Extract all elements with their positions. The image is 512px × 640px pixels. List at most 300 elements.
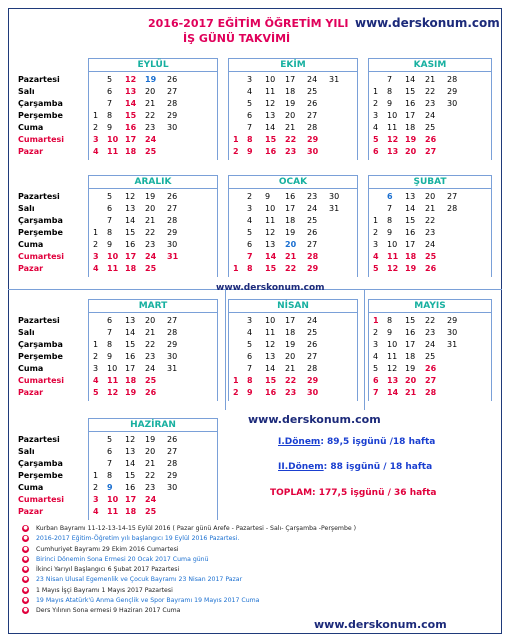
donem2-label: II.Dönem — [278, 462, 324, 472]
date-cell: 18 — [285, 216, 296, 225]
summary-site-link[interactable]: www.derskonum.com — [248, 413, 381, 426]
date-cell: 28 — [167, 216, 178, 225]
month-grid — [88, 189, 218, 277]
date-cell: 27 — [167, 316, 178, 325]
week-row — [89, 482, 217, 494]
date-cell: 22 — [145, 228, 156, 237]
date-cell: 20 — [145, 316, 156, 325]
date-cell: 11 — [265, 216, 276, 225]
week-row — [369, 387, 491, 399]
week-row — [89, 134, 217, 146]
date-cell: 30 — [447, 328, 458, 337]
date-cell: 8 — [247, 135, 253, 144]
date-cell: 25 — [145, 264, 157, 273]
date-cell: 6 — [247, 352, 253, 361]
date-cell: 20 — [285, 240, 297, 249]
date-cell: 25 — [307, 216, 318, 225]
date-cell: 14 — [405, 204, 416, 213]
week-row — [229, 239, 357, 251]
date-cell: 17 — [285, 204, 296, 213]
date-cell: 2 — [373, 99, 379, 108]
date-cell: 9 — [247, 147, 253, 156]
date-cell: 17 — [405, 111, 416, 120]
date-cell: 12 — [125, 192, 136, 201]
week-row — [369, 363, 491, 375]
week-row — [229, 98, 357, 110]
month-grid — [88, 72, 218, 160]
date-cell: 9 — [387, 228, 393, 237]
date-cell: 1 — [373, 87, 379, 96]
date-cell: 6 — [107, 87, 113, 96]
date-cell: 1 — [373, 216, 379, 225]
date-cell: 2 — [93, 483, 99, 492]
notes-list — [22, 524, 492, 617]
day-label: Perşembe — [18, 471, 63, 480]
bullet-icon: ● — [23, 545, 28, 552]
day-label: Pazartesi — [18, 192, 60, 201]
note-item — [22, 586, 492, 596]
date-cell: 30 — [329, 192, 340, 201]
week-row — [229, 146, 357, 158]
date-cell: 5 — [93, 388, 99, 397]
date-cell: 12 — [265, 340, 276, 349]
date-cell: 21 — [145, 99, 156, 108]
date-cell: 24 — [307, 204, 318, 213]
week-row — [89, 263, 217, 275]
date-cell: 13 — [125, 204, 136, 213]
date-cell: 11 — [387, 252, 399, 261]
date-cell: 24 — [307, 316, 318, 325]
month-grid — [228, 72, 358, 160]
week-row — [369, 146, 491, 158]
day-label: Perşembe — [18, 111, 63, 120]
day-label: Pazar — [18, 388, 44, 397]
date-cell: 25 — [425, 252, 437, 261]
date-cell: 20 — [145, 447, 156, 456]
day-labels-row3 — [18, 315, 64, 399]
day-labels-row2 — [18, 191, 64, 275]
bullet-icon: ● — [23, 586, 28, 593]
date-cell: 30 — [447, 99, 458, 108]
date-cell: 16 — [285, 192, 296, 201]
date-cell: 12 — [265, 99, 276, 108]
date-cell: 8 — [387, 87, 393, 96]
week-row — [89, 191, 217, 203]
date-cell: 20 — [145, 204, 156, 213]
date-cell: 26 — [425, 264, 437, 273]
week-row — [89, 315, 217, 327]
date-cell: 9 — [265, 192, 271, 201]
date-cell: 8 — [107, 471, 113, 480]
date-cell: 31 — [447, 340, 458, 349]
date-cell: 5 — [247, 228, 253, 237]
date-cell: 19 — [145, 435, 156, 444]
date-cell: 21 — [405, 388, 417, 397]
date-cell: 5 — [247, 99, 253, 108]
date-cell: 1 — [233, 376, 239, 385]
week-row — [229, 339, 357, 351]
date-cell: 17 — [405, 340, 416, 349]
header-site-link[interactable]: www.derskonum.com — [355, 16, 500, 30]
date-cell: 26 — [425, 135, 437, 144]
date-cell: 14 — [405, 75, 416, 84]
date-cell: 20 — [405, 147, 417, 156]
date-cell: 9 — [107, 240, 113, 249]
date-cell: 8 — [387, 216, 393, 225]
bullet-icon: ● — [23, 525, 28, 531]
date-cell: 12 — [387, 264, 399, 273]
date-cell: 28 — [307, 252, 319, 261]
donem2-text: : 88 işgünü / 18 hafta — [323, 462, 433, 472]
date-cell: 12 — [265, 228, 276, 237]
bullet-icon: ● — [23, 576, 28, 583]
date-cell: 29 — [167, 471, 178, 480]
week-row — [369, 74, 491, 86]
donem1-summary — [278, 437, 435, 447]
date-cell: 19 — [285, 340, 296, 349]
date-cell: 22 — [285, 264, 297, 273]
date-cell: 19 — [405, 364, 416, 373]
date-cell: 29 — [307, 264, 319, 273]
date-cell: 14 — [265, 364, 276, 373]
date-cell: 6 — [387, 192, 393, 201]
date-cell: 12 — [125, 435, 136, 444]
day-label: Cuma — [18, 483, 44, 492]
date-cell: 11 — [387, 352, 398, 361]
date-cell: 21 — [285, 123, 296, 132]
date-cell: 18 — [405, 352, 416, 361]
date-cell: 19 — [145, 75, 157, 84]
date-cell: 22 — [285, 376, 297, 385]
month-grid — [88, 313, 218, 401]
month-title: HAZİRAN — [88, 418, 218, 432]
date-cell: 26 — [167, 75, 178, 84]
week-row — [369, 122, 491, 134]
date-cell: 7 — [373, 388, 379, 397]
date-cell: 1 — [93, 340, 99, 349]
bullet-icon: ● — [23, 535, 28, 542]
date-cell: 8 — [107, 340, 113, 349]
date-cell: 7 — [107, 328, 113, 337]
date-cell: 10 — [265, 204, 276, 213]
date-cell: 20 — [405, 376, 417, 385]
month-title: NİSAN — [228, 299, 358, 313]
date-cell: 9 — [107, 483, 113, 492]
note-text: Kurban Bayramı 11-12-13-14-15 Eylül 2016 ( Pazar günü Arefe - Pazartesi - Salı- Çarşamba -Perşembe ) — [36, 525, 357, 532]
date-cell: 25 — [425, 352, 436, 361]
date-cell: 22 — [425, 87, 436, 96]
date-cell: 24 — [145, 495, 157, 504]
week-row — [229, 203, 357, 215]
date-cell: 9 — [107, 123, 113, 132]
month-grid — [228, 313, 358, 401]
date-cell: 30 — [307, 147, 319, 156]
bullet-icon: ● — [23, 566, 28, 573]
day-label: Çarşamba — [18, 459, 63, 468]
date-cell: 21 — [145, 459, 156, 468]
date-cell: 1 — [373, 316, 379, 325]
date-cell: 30 — [167, 240, 178, 249]
middle-site-link[interactable]: www.derskonum.com — [216, 283, 325, 293]
date-cell: 11 — [387, 123, 398, 132]
date-cell: 17 — [125, 364, 136, 373]
page-title: 2016-2017 EĞİTİM ÖĞRETİM YILI — [148, 17, 349, 30]
date-cell: 2 — [233, 388, 239, 397]
week-row — [89, 110, 217, 122]
date-cell: 15 — [405, 316, 416, 325]
date-cell: 27 — [167, 447, 178, 456]
week-row — [369, 375, 491, 387]
date-cell: 4 — [373, 123, 379, 132]
week-row — [89, 446, 217, 458]
week-row — [369, 215, 491, 227]
date-cell: 21 — [425, 204, 436, 213]
date-cell: 18 — [285, 328, 296, 337]
donem1-label: I.Dönem — [278, 437, 321, 447]
date-cell: 27 — [307, 352, 318, 361]
date-cell: 27 — [307, 111, 318, 120]
date-cell: 10 — [387, 240, 398, 249]
note-item — [22, 565, 492, 575]
date-cell: 9 — [387, 328, 393, 337]
date-cell: 15 — [405, 216, 416, 225]
day-label: Salı — [18, 328, 35, 337]
date-cell: 23 — [145, 240, 156, 249]
note-text: İkinci Yarıyıl Başlangıcı 6 Şubat 2017 Pazartesi — [36, 566, 180, 574]
date-cell: 14 — [125, 328, 136, 337]
date-cell: 18 — [125, 507, 137, 516]
date-cell: 21 — [285, 364, 296, 373]
date-cell: 26 — [307, 340, 318, 349]
date-cell: 28 — [425, 388, 437, 397]
date-cell: 6 — [107, 447, 113, 456]
date-cell: 9 — [107, 352, 113, 361]
week-row — [229, 215, 357, 227]
week-row — [229, 227, 357, 239]
note-item — [22, 606, 492, 616]
week-row — [89, 351, 217, 363]
date-cell: 31 — [329, 204, 340, 213]
week-row — [89, 327, 217, 339]
week-row — [229, 387, 357, 399]
date-cell: 24 — [425, 240, 436, 249]
month-grid — [368, 72, 492, 160]
date-cell: 16 — [265, 147, 277, 156]
date-cell: 13 — [405, 192, 416, 201]
date-cell: 23 — [285, 388, 297, 397]
date-cell: 4 — [247, 328, 253, 337]
date-cell: 25 — [307, 328, 318, 337]
date-cell: 6 — [107, 204, 113, 213]
bullet-icon: ● — [23, 597, 28, 604]
week-row — [89, 203, 217, 215]
week-row — [229, 327, 357, 339]
footer-site-link[interactable]: www.derskonum.com — [314, 618, 447, 631]
day-label: Çarşamba — [18, 340, 63, 349]
date-cell: 4 — [373, 352, 379, 361]
date-cell: 3 — [93, 495, 99, 504]
date-cell: 2 — [373, 228, 379, 237]
date-cell: 28 — [167, 99, 178, 108]
date-cell: 10 — [265, 75, 276, 84]
page-subtitle: İŞ GÜNÜ TAKVİMİ — [183, 32, 291, 45]
date-cell: 24 — [425, 111, 436, 120]
date-cell: 21 — [145, 216, 156, 225]
week-row — [229, 263, 357, 275]
date-cell: 28 — [307, 123, 318, 132]
date-cell: 7 — [247, 364, 253, 373]
date-cell: 17 — [125, 495, 137, 504]
date-cell: 17 — [125, 135, 137, 144]
day-label: Salı — [18, 204, 35, 213]
day-label: Cumartesi — [18, 252, 64, 261]
date-cell: 18 — [125, 376, 137, 385]
date-cell: 4 — [93, 147, 99, 156]
date-cell: 23 — [425, 99, 436, 108]
date-cell: 19 — [125, 388, 137, 397]
date-cell: 9 — [387, 99, 393, 108]
date-cell: 26 — [145, 388, 157, 397]
date-cell: 14 — [387, 388, 399, 397]
week-row — [229, 363, 357, 375]
date-cell: 8 — [107, 228, 113, 237]
date-cell: 23 — [425, 328, 436, 337]
week-row — [369, 110, 491, 122]
week-row — [89, 215, 217, 227]
date-cell: 28 — [447, 204, 458, 213]
month-title: ŞUBAT — [368, 175, 492, 189]
date-cell: 5 — [107, 192, 113, 201]
date-cell: 29 — [447, 87, 458, 96]
date-cell: 27 — [307, 240, 318, 249]
date-cell: 14 — [125, 216, 136, 225]
date-cell: 3 — [247, 75, 253, 84]
date-cell: 29 — [447, 316, 458, 325]
week-row — [229, 375, 357, 387]
date-cell: 7 — [107, 216, 113, 225]
date-cell: 4 — [93, 507, 99, 516]
date-cell: 26 — [167, 192, 178, 201]
date-cell: 3 — [247, 316, 253, 325]
date-cell: 14 — [125, 99, 137, 108]
week-row — [229, 191, 357, 203]
date-cell: 29 — [307, 376, 319, 385]
date-cell: 3 — [373, 111, 379, 120]
note-item — [22, 524, 492, 534]
date-cell: 13 — [265, 352, 276, 361]
week-row — [369, 263, 491, 275]
date-cell: 27 — [447, 192, 458, 201]
week-row — [369, 315, 491, 327]
date-cell: 30 — [167, 483, 178, 492]
month-title: MART — [88, 299, 218, 313]
date-cell: 24 — [145, 252, 157, 261]
date-cell: 1 — [93, 228, 99, 237]
day-label: Pazar — [18, 507, 44, 516]
week-row — [229, 74, 357, 86]
date-cell: 10 — [387, 340, 398, 349]
date-cell: 1 — [93, 111, 99, 120]
date-cell: 11 — [107, 264, 119, 273]
date-cell: 23 — [307, 192, 318, 201]
week-row — [89, 470, 217, 482]
date-cell: 20 — [285, 111, 296, 120]
date-cell: 24 — [145, 364, 156, 373]
date-cell: 12 — [107, 388, 119, 397]
day-label: Çarşamba — [18, 99, 63, 108]
date-cell: 13 — [387, 147, 399, 156]
date-cell: 5 — [107, 75, 113, 84]
month-title: EYLÜL — [88, 58, 218, 72]
date-cell: 7 — [107, 459, 113, 468]
date-cell: 16 — [405, 328, 416, 337]
date-cell: 13 — [387, 376, 399, 385]
date-cell: 23 — [145, 483, 156, 492]
date-cell: 25 — [425, 123, 436, 132]
week-row — [89, 363, 217, 375]
week-row — [89, 239, 217, 251]
date-cell: 25 — [307, 87, 318, 96]
date-cell: 2 — [247, 192, 253, 201]
date-cell: 11 — [107, 507, 119, 516]
day-label: Pazartesi — [18, 435, 60, 444]
date-cell: 17 — [285, 75, 296, 84]
week-row — [369, 86, 491, 98]
total-summary: TOPLAM: 177,5 işgünü / 36 hafta — [270, 488, 437, 498]
date-cell: 14 — [125, 459, 136, 468]
week-row — [369, 227, 491, 239]
week-row — [369, 134, 491, 146]
date-cell: 16 — [405, 99, 416, 108]
week-row — [89, 122, 217, 134]
note-text: 2016-2017 Eğitim-Öğretim yılı başlangıcı 19 Eylül 2016 Pazartesi. — [36, 535, 240, 543]
date-cell: 14 — [265, 123, 276, 132]
date-cell: 31 — [167, 252, 179, 261]
date-cell: 2 — [373, 328, 379, 337]
note-text: 19 Mayıs Atatürk'ü Anma Gençlik ve Spor Bayramı 19 Mayıs 2017 Cuma — [36, 597, 260, 605]
bullet-icon: ● — [23, 555, 28, 562]
date-cell: 23 — [145, 123, 156, 132]
date-cell: 13 — [125, 447, 136, 456]
date-cell: 1 — [233, 264, 239, 273]
date-cell: 22 — [425, 216, 436, 225]
date-cell: 29 — [307, 135, 319, 144]
date-cell: 15 — [265, 376, 277, 385]
date-cell: 29 — [167, 111, 178, 120]
month-title: OCAK — [228, 175, 358, 189]
day-labels-row1 — [18, 74, 64, 158]
date-cell: 16 — [125, 123, 137, 132]
week-row — [89, 146, 217, 158]
date-cell: 10 — [265, 316, 276, 325]
date-cell: 30 — [167, 352, 178, 361]
date-cell: 8 — [107, 111, 113, 120]
date-cell: 26 — [307, 228, 318, 237]
note-text: 1 Mayıs İşçi Bayramı 1 Mayıs 2017 Pazartesi — [36, 586, 173, 594]
date-cell: 6 — [373, 376, 379, 385]
date-cell: 11 — [265, 87, 276, 96]
date-cell: 19 — [285, 99, 296, 108]
note-item — [22, 596, 492, 606]
date-cell: 31 — [167, 364, 178, 373]
date-cell: 13 — [125, 316, 136, 325]
date-cell: 19 — [285, 228, 296, 237]
week-row — [229, 251, 357, 263]
date-cell: 10 — [107, 364, 118, 373]
week-row — [369, 191, 491, 203]
note-item — [22, 534, 492, 544]
date-cell: 15 — [405, 87, 416, 96]
